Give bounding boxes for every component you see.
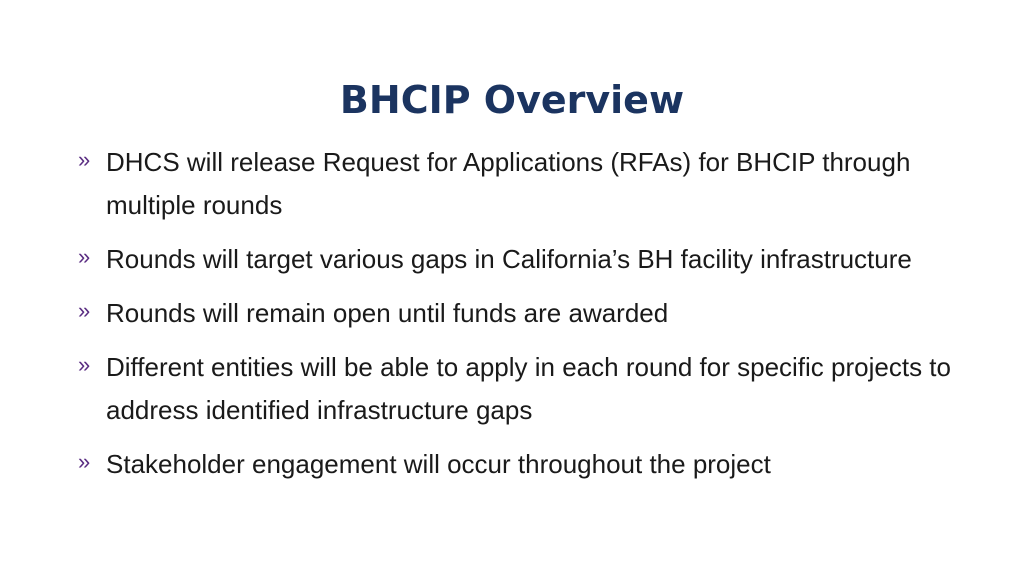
bullet-marker-icon: » xyxy=(78,352,91,377)
bullet-item xyxy=(78,292,958,335)
bullet-item xyxy=(78,141,958,227)
bullet-text: Stakeholder engagement will occur throughout the project xyxy=(106,449,771,479)
bullet-text: Rounds will remain open until funds are awarded xyxy=(106,298,669,328)
bullet-item xyxy=(78,346,958,432)
bullet-marker-icon: » xyxy=(78,449,91,474)
bullet-marker-icon: » xyxy=(78,147,91,172)
bullet-text: Rounds will target various gaps in California’s BH facility infrastructure xyxy=(106,244,912,274)
slide-title: BHCIP Overview xyxy=(339,78,685,122)
bullet-item xyxy=(78,443,958,486)
bullet-item xyxy=(78,238,958,281)
bullet-list xyxy=(78,141,958,486)
bullet-text: Different entities will be able to apply in each round for specific projects to address identified infrastructure gaps xyxy=(106,352,951,425)
bullet-text: DHCS will release Request for Applications (RFAs) for BHCIP through multiple rounds xyxy=(106,147,911,220)
bullet-marker-icon: » xyxy=(78,244,91,269)
bullet-marker-icon: » xyxy=(78,298,91,323)
